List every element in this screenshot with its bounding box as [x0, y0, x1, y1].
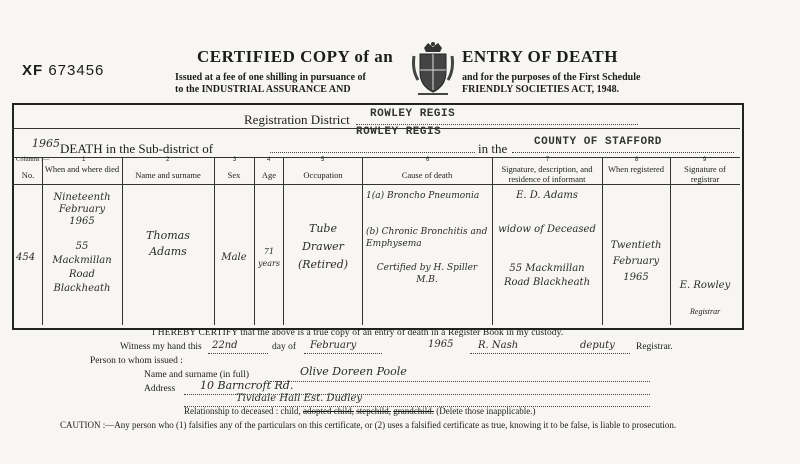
issued-name-value: Olive Doreen Poole	[300, 365, 407, 378]
day-of-label: day of	[272, 342, 297, 352]
name-in-full-label: Name and surname (in full)	[144, 370, 249, 380]
col-head-sex: Sex	[227, 170, 241, 180]
entry-occupation: Tube Drawer (Retired)	[297, 222, 349, 271]
col-number-4: 4	[267, 157, 271, 163]
entry-cause-1: 1(a) Broncho Pneumonia	[366, 191, 480, 201]
col-number-5: 5	[321, 157, 325, 163]
relationship-adopted: adopted child,	[302, 406, 354, 416]
col-head-name: Name and surname	[135, 170, 201, 180]
death-year: 1965	[32, 137, 60, 150]
entry-informant-desc: widow of Deceased	[498, 224, 596, 235]
registration-district-value: ROWLEY REGIS	[370, 108, 456, 120]
title-left: CERTIFIED COPY of an	[197, 47, 394, 66]
subtitle-right-line-2: FRIENDLY SOCIETIES ACT, 1948.	[462, 84, 620, 95]
col-head-when-registered: When registered	[608, 164, 664, 174]
caution-statement: CAUTION :—Any person who (1) falsifies any of the particulars on this certificate, or (2) uses a falsified certificate as true, knowing it to be false, is liable to prosecution.	[60, 420, 677, 430]
witness-month: February	[310, 340, 357, 351]
col-number-3: 3	[233, 157, 237, 163]
county-value: COUNTY OF STAFFORD	[534, 136, 662, 148]
col-head-when-where: When and where died	[44, 164, 120, 174]
entry-registrar-label: Registrar	[690, 307, 721, 316]
witness-label: Witness my hand this	[120, 342, 202, 352]
certification-statement: I HEREBY CERTIFY that the above is a true copy of an entry of death in a Register Book in my custody.	[152, 328, 564, 338]
col-number-2: 2	[166, 157, 170, 163]
person-issued-label: Person to whom issued :	[90, 356, 183, 366]
col-head-age: Age	[261, 170, 277, 180]
title-right: ENTRY OF DEATH	[462, 47, 618, 66]
witness-signature: R. Nash	[478, 340, 519, 351]
col-head-occupation: Occupation	[303, 170, 343, 180]
witness-role: deputy	[580, 340, 615, 351]
entry-name: Thomas Adams	[146, 229, 190, 258]
entry-cause-2: (b) Chronic Bronchitis and Emphysema	[366, 227, 488, 249]
entry-where-died: 55 Mackmillan Road Blackheath	[52, 241, 112, 294]
col-number-6: 6	[426, 157, 430, 163]
registration-district-label: Registration District	[244, 112, 350, 127]
serial-prefix: XF	[22, 62, 44, 79]
col-head-registrar-sig: Signature of registrar	[684, 164, 726, 184]
entry-when-registered: Twentieth February 1965	[610, 240, 662, 283]
entry-cause-3: Certified by H. Spiller M.B.	[376, 263, 478, 285]
serial-number	[22, 62, 104, 79]
witness-day: 22nd	[212, 340, 238, 351]
witness-year: 1965	[428, 339, 454, 350]
col-head-no: No.	[21, 170, 35, 180]
entry-when-died: Nineteenth February 1965	[53, 192, 111, 227]
serial-value: 673456	[48, 62, 105, 79]
entry-informant-residence: 55 Mackmillan Road Blackheath	[503, 263, 591, 288]
col-number-9: 9	[703, 157, 707, 163]
subtitle-left-line-1: Issued at a fee of one shilling in pursuance of	[175, 72, 366, 83]
relationship-line	[184, 406, 535, 416]
relationship-label: Relationship to deceased :	[184, 406, 279, 416]
relationship-grandchild: grandchild.	[393, 406, 434, 416]
columns-label: Columns :—	[16, 156, 50, 163]
subtitle-right	[462, 72, 640, 96]
col-number-8: 8	[635, 157, 639, 163]
relationship-stepchild: stepchild,	[356, 406, 391, 416]
issued-address-line-1: 10 Barncroft Rd.	[200, 379, 294, 392]
entry-number: 454	[16, 252, 36, 263]
col-number-7: 7	[546, 157, 550, 163]
entry-registrar-signature: E. Rowley	[679, 280, 731, 291]
in-the-label: in the	[478, 141, 508, 156]
col-head-cause: Cause of death	[401, 170, 453, 180]
subdistrict-value: ROWLEY REGIS	[356, 126, 442, 138]
death-subdistrict-label: DEATH in the Sub-district of	[60, 141, 214, 156]
col-head-informant: Signature, description, and residence of informant	[501, 164, 593, 184]
entry-informant-name: E. D. Adams	[516, 190, 578, 201]
entry-sex: Male	[221, 252, 247, 263]
col-number-1: 1	[82, 157, 86, 163]
subtitle-left-line-2: to the INDUSTRIAL ASSURANCE AND	[175, 84, 351, 95]
registrar-suffix: Registrar.	[636, 342, 673, 352]
issued-address-line-2: Tividale Hall Est. Dudley	[236, 393, 363, 404]
address-label: Address	[144, 384, 176, 394]
entry-age: 71 years	[258, 247, 280, 268]
royal-crest-icon	[410, 40, 456, 100]
subtitle-right-line-1: and for the purposes of the First Schedule	[462, 72, 641, 83]
relationship-note: (Delete those inapplicable.)	[436, 406, 536, 416]
subtitle-left	[175, 72, 366, 96]
relationship-child: child,	[280, 406, 301, 416]
